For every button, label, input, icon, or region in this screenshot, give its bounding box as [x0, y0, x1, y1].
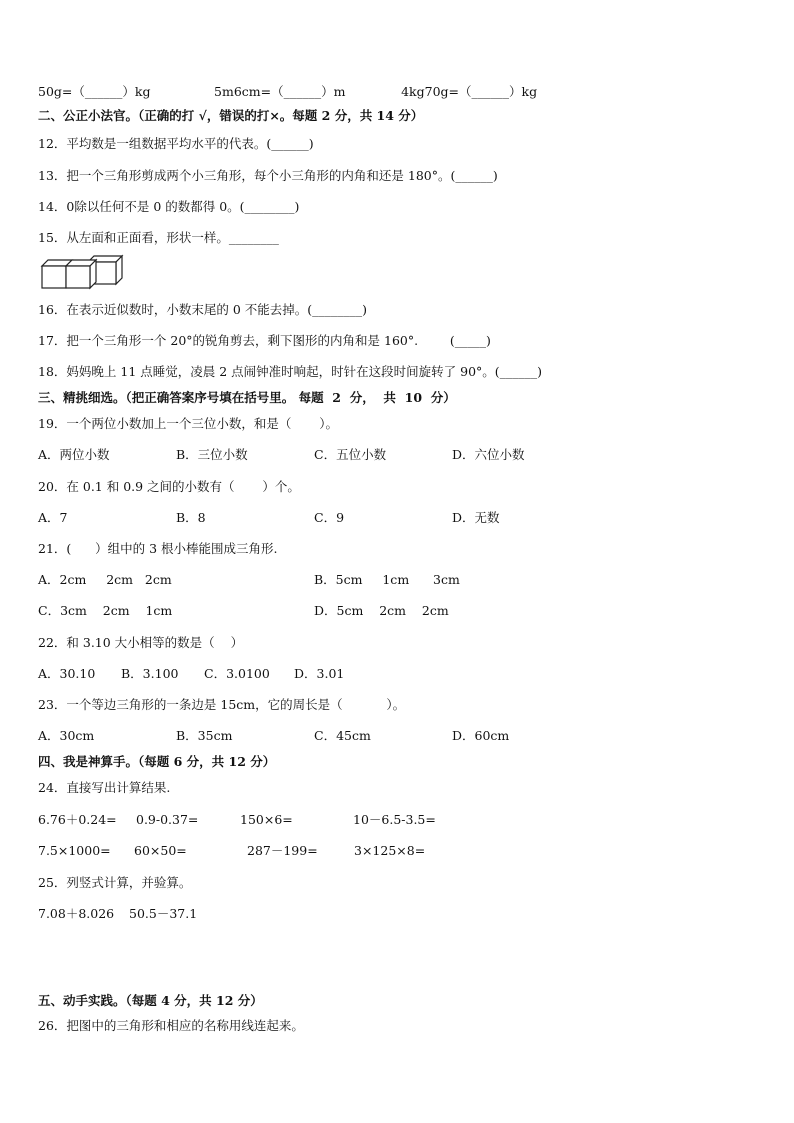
q21-option-a: A．2cm 2cm 2cm [38, 572, 172, 587]
three-cubes-figure-icon [40, 254, 130, 290]
question-21: 21．( ）组中的 3 根小棒能围成三角形. [38, 541, 278, 556]
q21-option-c: C．3cm 2cm 1cm [38, 603, 173, 618]
q20-option-b: B．8 [176, 510, 206, 525]
question-16: 16．在表示近似数时，小数末尾的 0 不能去掉。(________) [38, 302, 368, 317]
q24-expr-2: 0.9-0.37= [136, 812, 199, 827]
question-24: 24．直接写出计算结果. [38, 780, 171, 795]
q20-option-a: A．7 [38, 510, 68, 525]
question-20: 20．在 0.1 和 0.9 之间的小数有（ ）个。 [38, 479, 300, 494]
q24-expr-8: 3×125×8= [354, 843, 426, 858]
q25-expr-1: 7.08＋8.026 [38, 906, 115, 921]
question-12: 12．平均数是一组数据平均水平的代表。(______) [38, 136, 314, 151]
q19-option-b: B．三位小数 [176, 447, 248, 462]
section-2-title: 二、公正小法官。（正确的打 √，错误的打×。每题 2 分，共 14 分） [38, 108, 424, 123]
section-4-title: 四、我是神算手。（每题 6 分，共 12 分） [38, 754, 276, 769]
question-23: 23．一个等边三角形的一条边是 15cm，它的周长是（ ）。 [38, 697, 406, 712]
q24-expr-3: 150×6= [240, 812, 293, 827]
q20-option-d: D．无数 [452, 510, 500, 525]
q24-expr-1: 6.76＋0.24= [38, 812, 117, 827]
q24-expr-4: 10－6.5-3.5= [353, 812, 436, 827]
q23-option-a: A．30cm [38, 728, 95, 743]
question-25: 25．列竖式计算，并验算。 [38, 875, 192, 890]
question-15: 15．从左面和正面看，形状一样。________ [38, 230, 279, 245]
q22-option-b: B．3.100 [121, 666, 179, 681]
q22-option-a: A．30.10 [38, 666, 96, 681]
question-18: 18．妈妈晚上 11 点睡觉，凌晨 2 点闹钟准时响起，时针在这段时间旋转了 90°。(______) [38, 364, 543, 379]
q19-option-a: A．两位小数 [38, 447, 110, 462]
unit-conversion-line: 50g=（______）kg 5m6cm=（______）m 4kg70g=（______）kg [38, 84, 538, 99]
q22-option-c: C．3.0100 [204, 666, 270, 681]
question-14: 14．0除以任何不是 0 的数都得 0。(________) [38, 199, 300, 214]
question-17: 17．把一个三角形一个 20°的锐角剪去，剩下图形的内角和是 160°. (_____) [38, 333, 491, 348]
section-5-title: 五、动手实践。（每题 4 分，共 12 分） [38, 993, 263, 1008]
q21-option-d: D．5cm 2cm 2cm [314, 603, 449, 618]
q23-option-c: C．45cm [314, 728, 371, 743]
question-13: 13．把一个三角形剪成两个小三角形，每个小三角形的内角和还是 180°。(______) [38, 168, 498, 183]
question-26: 26．把图中的三角形和相应的名称用线连起来。 [38, 1018, 304, 1033]
q19-option-c: C．五位小数 [314, 447, 387, 462]
q19-option-d: D．六位小数 [452, 447, 525, 462]
question-19: 19．一个两位小数加上一个三位小数，和是（ ）。 [38, 416, 338, 431]
q21-option-b: B．5cm 1cm 3cm [314, 572, 460, 587]
section-3-title: 三、精挑细选。（把正确答案序号填在括号里。 每题 2 分， 共 10 分） [38, 390, 456, 405]
q24-expr-7: 287－199= [247, 843, 318, 858]
q23-option-d: D．60cm [452, 728, 510, 743]
q24-expr-6: 60×50= [134, 843, 187, 858]
q22-option-d: D．3.01 [294, 666, 345, 681]
q24-expr-5: 7.5×1000= [38, 843, 111, 858]
question-22: 22．和 3.10 大小相等的数是（ ） [38, 635, 244, 650]
q20-option-c: C．9 [314, 510, 345, 525]
q23-option-b: B．35cm [176, 728, 233, 743]
q25-expr-2: 50.5－37.1 [129, 906, 198, 921]
